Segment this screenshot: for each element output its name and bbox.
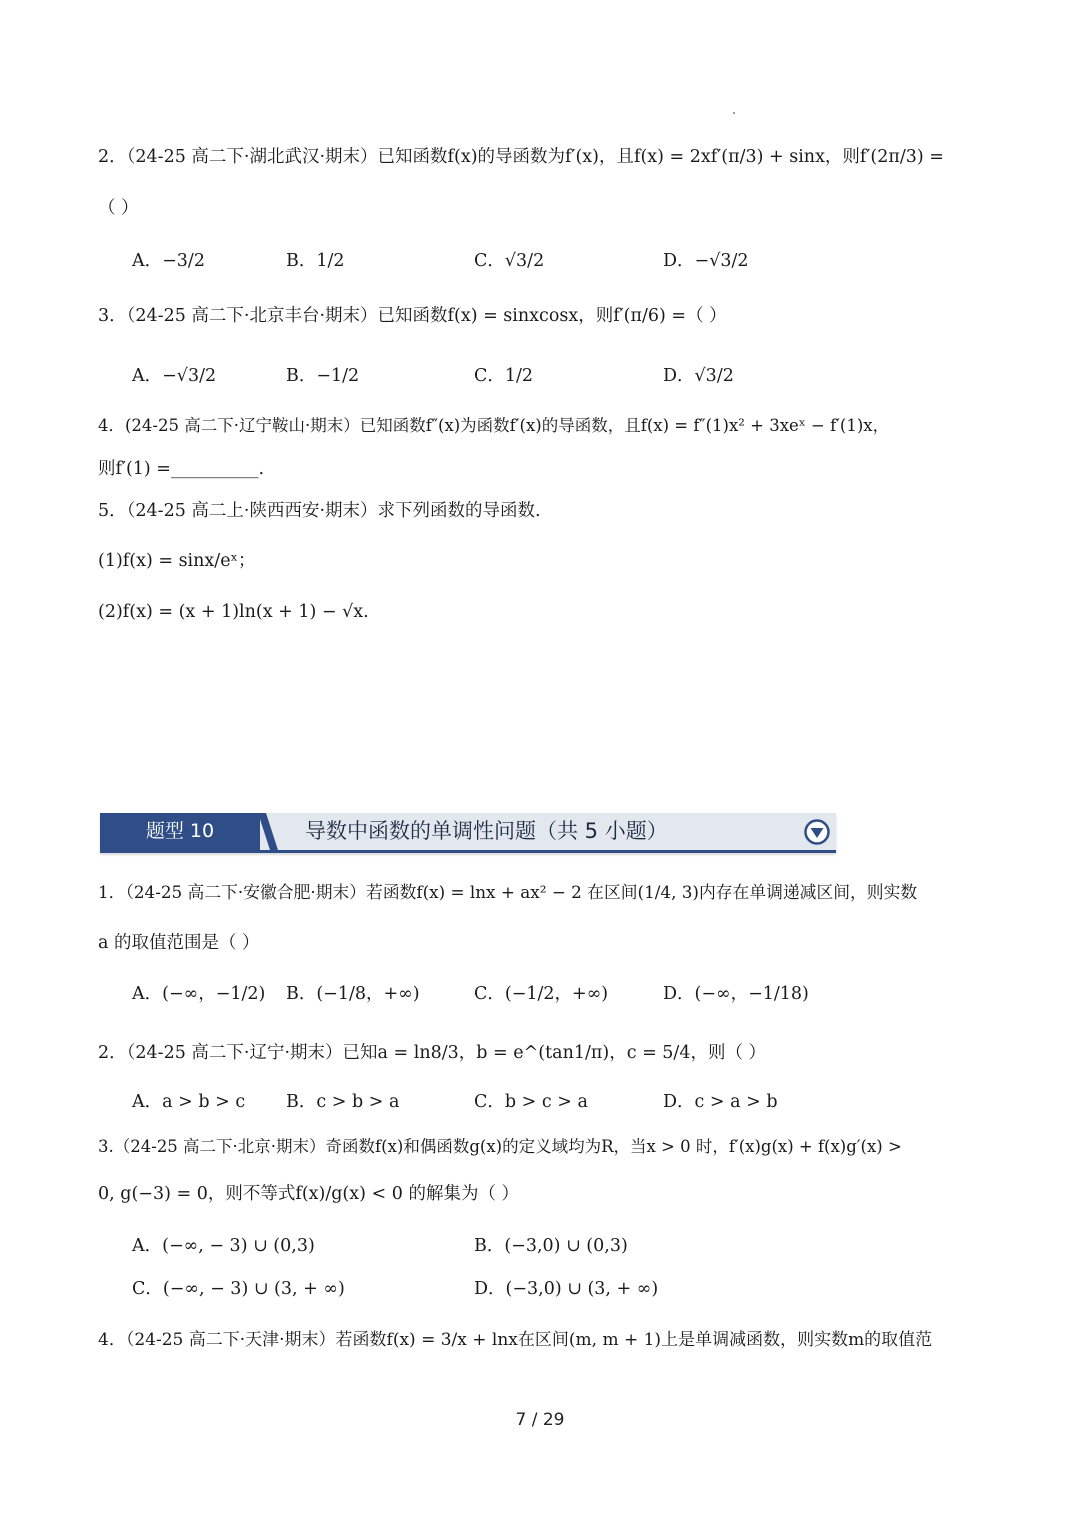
- q4-stem: 4．(24-25 高二下·辽宁鞍山·期末）已知函数f″(x)为函数f′(x)的导函数，且f(x) = f″(1)x² + 3xeˣ − f′(1)x，: [98, 416, 890, 435]
- s2-q3-option-b[interactable]: B．(−3,0) ∪ (0,3): [474, 1236, 628, 1256]
- s2-q2-option-c[interactable]: C．b > c > a: [474, 1092, 588, 1112]
- section-banner: [100, 813, 836, 853]
- s2-q2-stem: 2．（24-25 高二下·辽宁·期末）已知a = ln8/3，b = e^(tan1/π)，c = 5/4，则（ ）: [98, 1043, 767, 1063]
- s2-q1-option-b[interactable]: B．(−1/8，+∞): [286, 984, 420, 1004]
- s2-q1-stem-b: a 的取值范围是（ ）: [98, 933, 260, 953]
- s2-q1-option-d[interactable]: D．(−∞，−1/18): [663, 984, 809, 1004]
- q4-stem-blank: 则f′(1) =__________.: [98, 459, 265, 479]
- q3-option-c[interactable]: C．1/2: [474, 366, 534, 386]
- s2-q1-option-c[interactable]: C．(−1/2，+∞): [474, 984, 609, 1004]
- s2-q3-option-c[interactable]: C．(−∞, − 3) ∪ (3, + ∞): [132, 1279, 345, 1299]
- q5-part-1: (1)f(x) = sinx/eˣ；: [98, 551, 256, 571]
- q3-option-b[interactable]: B．−1/2: [286, 366, 360, 386]
- s2-q3-stem: 3.（24-25 高二下·北京·期末）奇函数f(x)和偶函数g(x)的定义域均为R，当x > 0 时，f′(x)g(x) + f(x)g′(x) >: [98, 1137, 902, 1156]
- s2-q2-option-d[interactable]: D．c > a > b: [663, 1092, 778, 1112]
- q5-part-2: (2)f(x) = (x + 1)ln(x + 1) − √x.: [98, 602, 369, 622]
- s2-q3-stem-b: 0, g(−3) = 0，则不等式f(x)/g(x) < 0 的解集为（ ）: [98, 1184, 520, 1204]
- s2-q2-option-a[interactable]: A．a > b > c: [132, 1092, 246, 1112]
- q2-option-c[interactable]: C．√3/2: [474, 251, 545, 271]
- q5-stem: 5．（24-25 高二上·陕西西安·期末）求下列函数的导函数.: [98, 501, 541, 521]
- s2-q3-option-a[interactable]: A．(−∞, − 3) ∪ (0,3): [132, 1236, 315, 1256]
- s2-q2-option-b[interactable]: B．c > b > a: [286, 1092, 400, 1112]
- q2-stem: 2．（24-25 高二下·湖北武汉·期末）已知函数f(x)的导函数为f′(x)，且f(x) = 2xf′(π/3) + sinx，则f′(2π/3) =: [98, 147, 944, 167]
- s2-q1-option-a[interactable]: A．(−∞，−1/2): [132, 984, 266, 1004]
- banner-label: 题型 10: [100, 813, 260, 850]
- banner-title: 导数中函数的单调性问题（共 5 小题）: [305, 819, 668, 843]
- banner-slant-icon: [258, 813, 278, 850]
- s2-q1-stem: 1．（24-25 高二下·安徽合肥·期末）若函数f(x) = lnx + ax² − 2 在区间(1/4, 3)内存在单调递减区间，则实数: [98, 882, 918, 902]
- chevron-down-icon[interactable]: [804, 819, 830, 845]
- q3-stem: 3．（24-25 高二下·北京丰台·期末）已知函数f(x) = sinxcosx，则f′(π/6) =（ ）: [98, 306, 727, 326]
- page-number: 7 / 29: [515, 1410, 565, 1430]
- s2-q4-stem: 4．（24-25 高二下·天津·期末）若函数f(x) = 3/x + lnx在区间(m, m + 1)上是单调减函数，则实数m的取值范: [98, 1330, 933, 1350]
- q2-option-a[interactable]: A．−3/2: [132, 251, 205, 271]
- q3-option-a[interactable]: A．−√3/2: [132, 366, 217, 386]
- q2-stem-paren: （ ）: [98, 198, 139, 218]
- q2-option-d[interactable]: D．−√3/2: [663, 251, 749, 271]
- scan-dot: [733, 112, 735, 114]
- q2-option-b[interactable]: B．1/2: [286, 251, 345, 271]
- s2-q3-option-d[interactable]: D．(−3,0) ∪ (3, + ∞): [474, 1279, 659, 1299]
- q3-option-d[interactable]: D．√3/2: [663, 366, 734, 386]
